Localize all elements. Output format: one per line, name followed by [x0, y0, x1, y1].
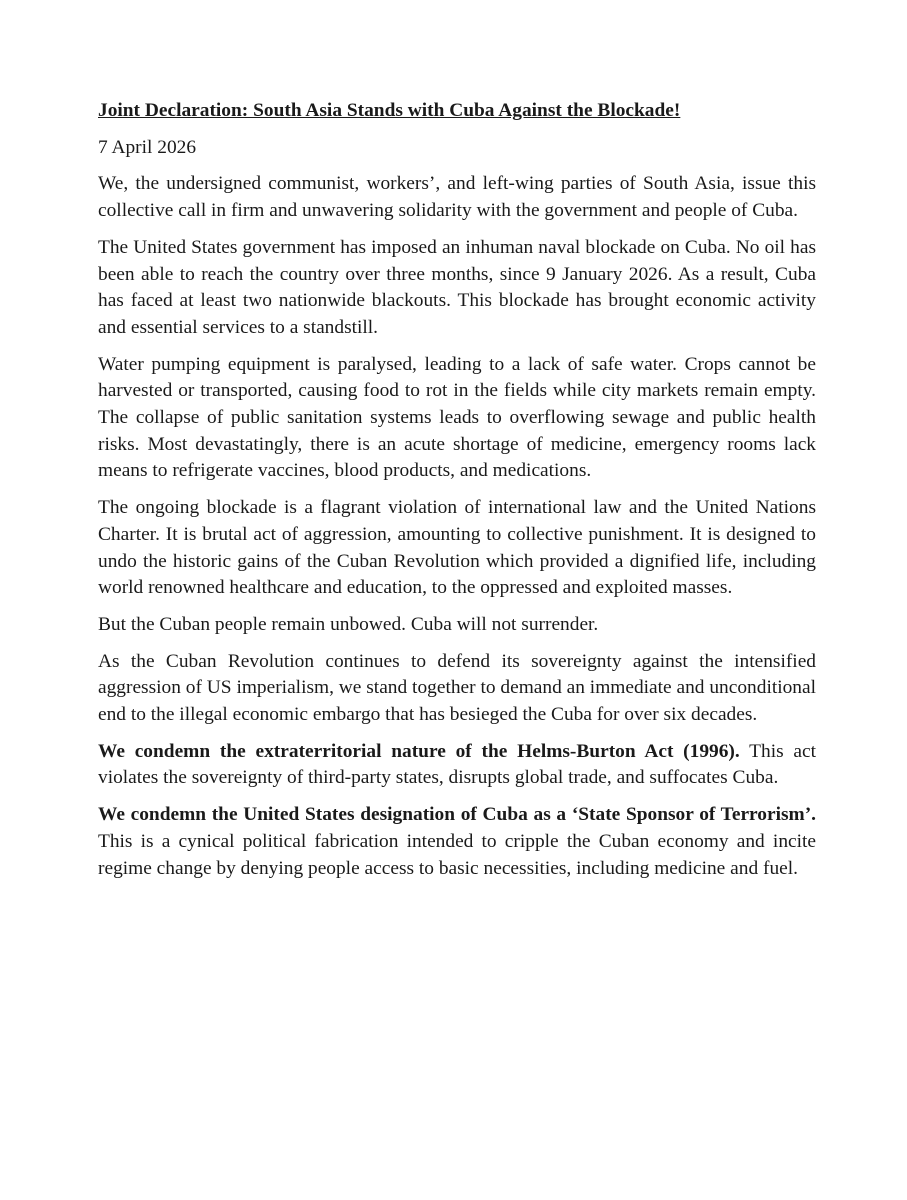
paragraph-unbowed: But the Cuban people remain unbowed. Cuba will not surrender.	[98, 613, 599, 635]
condemn-terrorism-text: This is a cynical political fabrication intended to cripple the Cuban economy and incite regime change by denying people access to basic necessities, including medicine and fuel.	[98, 830, 816, 879]
paragraph-naval-blockade: The United States government has imposed an inhuman naval blockade on Cuba. No oil has been able to reach the country over three months, since 9 January 2026. As a result, Cuba has faced at least two nationwide blackouts. This blockade has brought economic activity and essential services to a standstill.	[98, 236, 816, 338]
declaration-title: Joint Declaration: South Asia Stands with Cuba Against the Blockade!	[98, 100, 681, 121]
condemn-helms-burton-text: This act violates the sovereignty of third-party states, disrupts global trade, and suffocates Cuba.	[98, 740, 817, 789]
condemn-terrorism-bold: We condemn the United States designation of Cuba as a ‘State Sponsor of Terrorism’.	[98, 804, 816, 826]
paragraph-solidarity: We, the undersigned communist, workers’, and left-wing parties of South Asia, issue this collective call in firm and unwavering solidarity with the government and people of Cuba.	[98, 173, 816, 222]
condemn-helms-burton-bold: We condemn the extraterritorial nature of the Helms-Burton Act (1996).	[98, 740, 740, 762]
declaration-date: 7 April 2026	[98, 136, 197, 158]
paragraph-condemn-helms-burton	[98, 739, 816, 792]
paragraph-international-law: The ongoing blockade is a flagrant violation of international law and the United Nations Charter. It is brutal act of aggression, amounting to collective punishment. It is designed to undo the historic gains of the Cuban Revolution which provided a dignified life, including world renowned healthcare and education, to the oppressed and exploited masses.	[98, 497, 816, 599]
document-body	[98, 98, 816, 892]
paragraph-humanitarian-impact: Water pumping equipment is paralysed, leading to a lack of safe water. Crops cannot be harvested or transported, causing food to rot in the fields while city markets remain empty. The collapse of public sanitation systems leads to overflowing sewage and public health risks. Most devastatingly, there is an acute shortage of medicine, emergency rooms lack means to refrigerate vaccines, blood products, and medications.	[98, 353, 816, 482]
paragraph-condemn-terrorism-designation	[98, 802, 816, 882]
paragraph-demand-end: As the Cuban Revolution continues to defend its sovereignty against the intensified aggression of US imperialism, we stand together to demand an immediate and unconditional end to the illegal economic embargo that has besieged the Cuba for over six decades.	[98, 650, 816, 726]
